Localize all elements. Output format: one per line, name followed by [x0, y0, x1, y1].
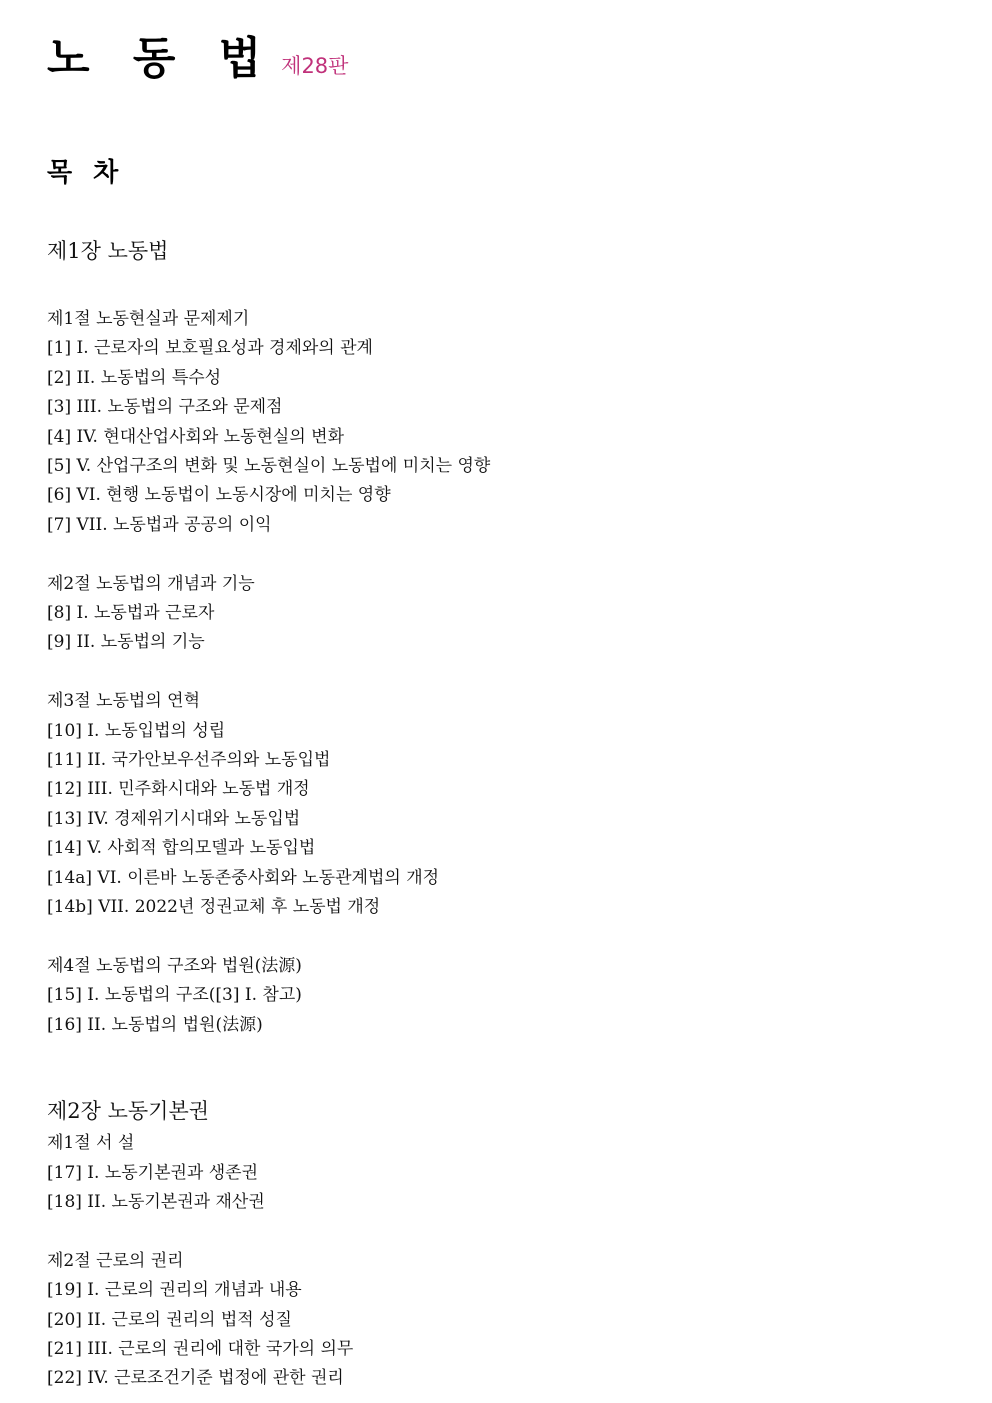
toc-item: [19] I. 근로의 권리의 개념과 내용 — [47, 1280, 302, 1301]
toc-item: [9] II. 노동법의 기능 — [47, 632, 205, 653]
section-title: 제1절 서 설 — [47, 1133, 135, 1154]
edition-label: 제28판 — [281, 54, 349, 78]
toc-item: [16] II. 노동법의 법원(法源) — [47, 1014, 263, 1035]
book-title: 노 동 법 — [47, 33, 276, 84]
toc-item: [14b] VII. 2022년 정권교체 후 노동법 개정 — [47, 897, 381, 918]
toc-item: [8] I. 노동법과 근로자 — [47, 603, 215, 624]
chapter-title: 제2장 노동기본권 — [47, 1099, 210, 1124]
toc-item: [13] IV. 경제위기시대와 노동입법 — [47, 808, 301, 829]
section-title: 제1절 노동현실과 문제제기 — [47, 309, 250, 329]
toc-item: [10] I. 노동입법의 성립 — [47, 720, 226, 741]
toc-item: [5] V. 산업구조의 변화 및 노동현실이 노동법에 미치는 영향 — [47, 456, 491, 477]
toc-item: [4] IV. 현대산업사회와 노동현실의 변화 — [47, 426, 345, 447]
toc-item: [14a] VI. 이른바 노동존중사회와 노동관계법의 개정 — [47, 867, 440, 888]
section-title: 제2절 노동법의 개념과 기능 — [47, 573, 255, 594]
toc-item: [22] IV. 근로조건기준 법정에 관한 권리 — [47, 1368, 344, 1389]
toc-item: [12] III. 민주화시대와 노동법 개정 — [47, 779, 310, 800]
toc-item: [11] II. 국가안보우선주의와 노동입법 — [47, 750, 331, 771]
toc-heading: 목 차 — [47, 158, 125, 188]
toc-item: [17] I. 노동기본권과 생존권 — [47, 1162, 259, 1183]
toc-item: [6] VI. 현행 노동법이 노동시장에 미치는 영향 — [47, 485, 391, 506]
chapter-title: 제1장 노동법 — [47, 239, 169, 263]
toc-item: [2] II. 노동법의 특수성 — [47, 367, 222, 388]
section-title: 제4절 노동법의 구조와 법원(法源) — [47, 955, 302, 976]
toc-item: [7] VII. 노동법과 공공의 이익 — [47, 514, 272, 535]
section-title: 제3절 노동법의 연혁 — [47, 691, 200, 712]
toc-item: [15] I. 노동법의 구조([3] I. 참고) — [47, 985, 302, 1006]
toc-item: [1] I. 근로자의 보호필요성과 경제와의 관계 — [47, 338, 373, 359]
section-title: 제2절 근로의 권리 — [47, 1250, 184, 1271]
toc-item: [3] III. 노동법의 구조와 문제점 — [47, 397, 283, 418]
toc-item: [14] V. 사회적 합의모델과 노동입법 — [47, 838, 316, 859]
toc-item: [21] III. 근로의 권리에 대한 국가의 의무 — [47, 1338, 354, 1359]
toc-item: [20] II. 근로의 권리의 법적 성질 — [47, 1309, 292, 1330]
title-row — [47, 22, 348, 86]
table-of-contents — [47, 233, 947, 1394]
toc-item: [18] II. 노동기본권과 재산권 — [47, 1191, 265, 1212]
